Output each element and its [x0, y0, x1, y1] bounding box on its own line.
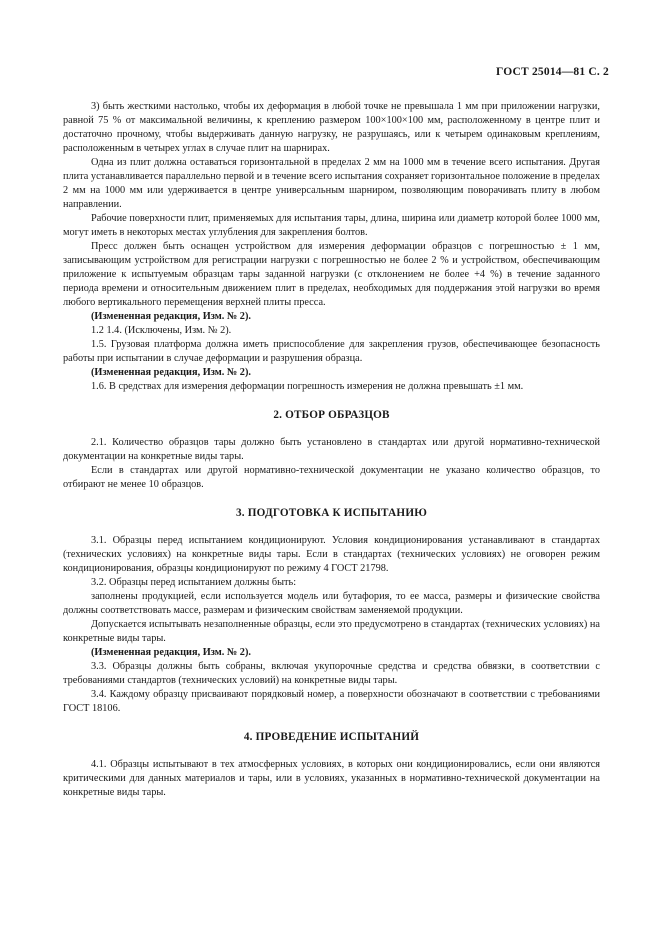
paragraph-excluded-items: 1.2 1.4. (Исключены, Изм. № 2). — [91, 325, 232, 336]
revision-note: (Измененная редакция, Изм. № 2). — [91, 367, 251, 378]
paragraph-sample-count: Если в стандартах или другой нормативно-технической документации не указано количество образцов, то отбирают не менее 10 образцов. — [63, 465, 600, 490]
paragraph-3-2: 3.2. Образцы перед испытанием должны быть: — [91, 577, 297, 588]
paragraph-unfilled: Допускается испытывать незаполненные образцы, если это предусмотрено в стандартах (технических условиях) на конкретные виды тары. — [63, 619, 600, 644]
paragraph-plate-horizontal: Одна из плит должна оставаться горизонтальной в пределах 2 мм на 1000 мм в течение всего испытания. Другая плита устанавливается параллельно первой и в течение всего испытания сохраняет горизонтальное положение в пределах 2 мм на 1000 мм или удерживается в центре универсальным шарниром, позволяющим поворачивать плиту в любом направлении. — [63, 157, 600, 210]
paragraph-press-equipment: Пресс должен быть оснащен устройством для измерения деформации образцов с погрешностью ± 1 мм, записывающим устройством для регистрации нагрузки с погрешностью не более 2 % и устройством, обеспечивающим приложение к испытуемым образцам тары заданной нагрузки (с отклонением не более +4 %) в течение заданного периода времени и относительным движением плит в пределах, необходимых для поддержания этой нагрузки во время любого вертикального перемещения верхней плиты пресса. — [63, 241, 600, 308]
paragraph-1-5: 1.5. Грузовая платформа должна иметь приспособление для закрепления грузов, обеспечивающее безопасность работы при испытании в случае деформации и разрушения образца. — [63, 339, 600, 364]
section-heading-preparation: 3. ПОДГОТОВКА К ИСПЫТАНИЮ — [235, 507, 428, 519]
paragraph-3-4: 3.4. Каждому образцу присваивают порядковый номер, а поверхности обозначают в соответствии с требованиями ГОСТ 18106. — [63, 689, 600, 714]
paragraph-2-1: 2.1. Количество образцов тары должно быть установлено в стандартах или другой нормативно-технической документации на конкретные виды тары. — [63, 437, 600, 462]
paragraph-plate-surfaces: Рабочие поверхности плит, применяемых для испытания тары, длина, ширина или диаметр которой более 1000 мм, могут иметь в некоторых местах углубления для закрепления болтов. — [63, 213, 600, 238]
paragraph-3-1: 3.1. Образцы перед испытанием кондиционируют. Условия кондиционирования устанавливают в стандартах (технических условиях) на конкретные виды тары. Если в стандартах (технических условиях) не оговорен режим кондиционирования, образцы кондиционируют по режиму 4 ГОСТ 21798. — [63, 535, 600, 574]
section-heading-testing: 4. ПРОВЕДЕНИЕ ИСПЫТАНИЙ — [243, 731, 420, 743]
paragraph-1-6: 1.6. В средствах для измерения деформации погрешность измерения не должна превышать ±1 мм. — [91, 381, 524, 392]
page-header: ГОСТ 25014—81 С. 2 — [496, 66, 609, 78]
revision-note: (Измененная редакция, Изм. № 2). — [91, 647, 251, 658]
revision-note: (Измененная редакция, Изм. № 2). — [91, 311, 251, 322]
paragraph-rigidity: 3) быть жесткими настолько, чтобы их деформация в любой точке не превышала 1 мм при приложении нагрузки, равной 75 % от максимальной величины, к креплению размером 100×100×100 мм, расположенному в центре плит и достаточно прочному, чтобы выдерживать данную нагрузку, не разрушаясь, или к четырем одинаковым креплениям, расположенным в четырех углах в случае плит на шарнирах. — [63, 101, 600, 154]
section-heading-sampling: 2. ОТБОР ОБРАЗЦОВ — [273, 409, 390, 421]
paragraph-filled: заполнены продукцией, если используется модель или бутафория, то ее масса, размеры и физические свойства должны соответствовать массе, размерам и физическим свойствам заменяемой продукции. — [63, 591, 600, 616]
document-body — [63, 100, 600, 800]
paragraph-3-3: 3.3. Образцы должны быть собраны, включая укупорочные средства и средства обвязки, в соответствии с требованиями стандартов (технических условий) на конкретные виды тары. — [63, 661, 600, 686]
paragraph-4-1: 4.1. Образцы испытывают в тех атмосферных условиях, в которых они кондиционировались, если они являются критическими для данных материалов и тары, или в условиях, указанных в нормативно-технической документации на конкретные виды тары. — [63, 759, 600, 798]
